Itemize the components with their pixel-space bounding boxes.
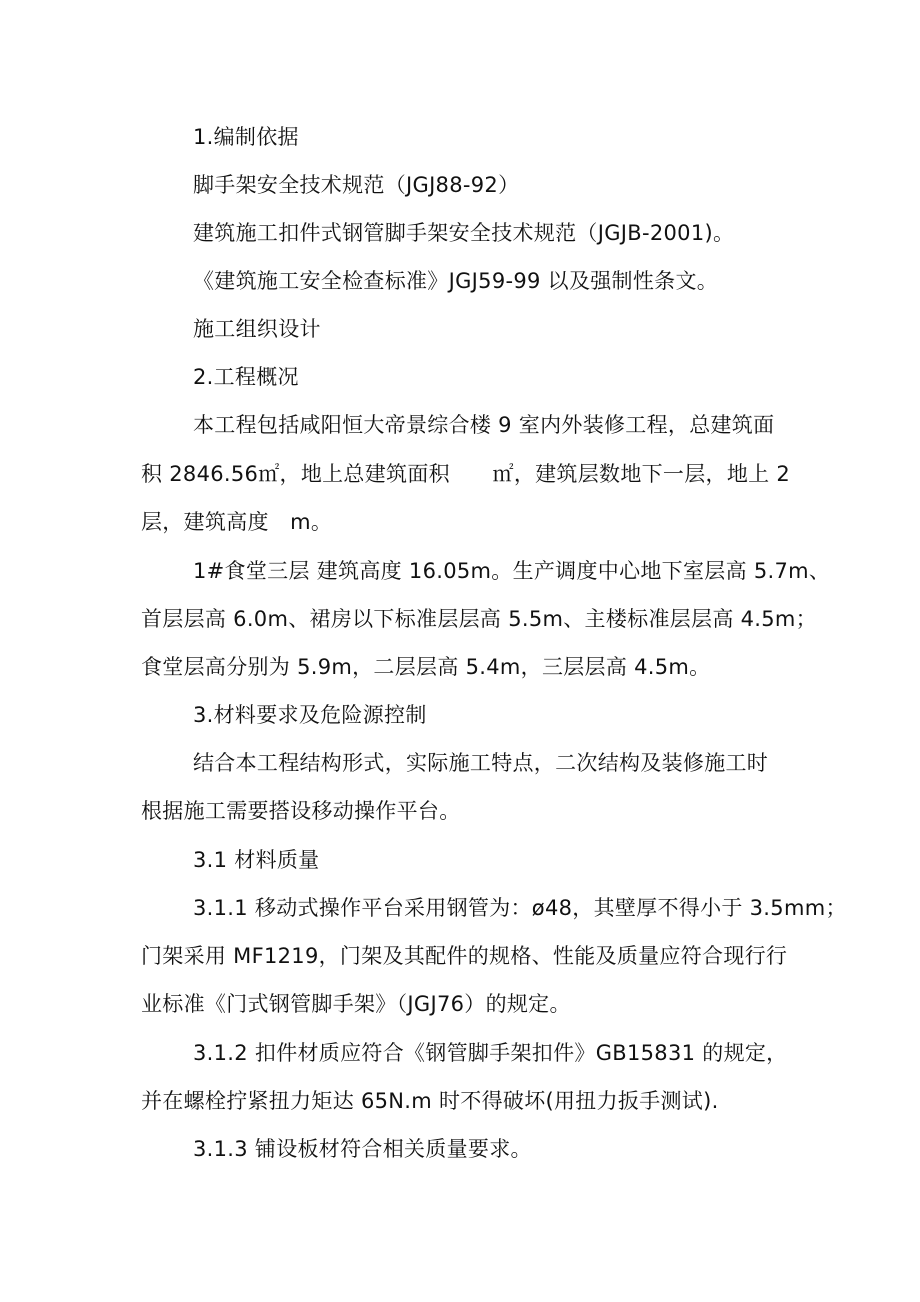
paragraph-line: 3.1.1 移动式操作平台采用钢管为：ø48，其壁厚不得小于 3.5mm；: [193, 896, 847, 920]
section-heading-2: 2.工程概况: [193, 365, 299, 389]
paragraph-line: 3.1.2 扣件材质应符合《钢管脚手架扣件》GB15831 的规定，: [193, 1041, 788, 1065]
paragraph-line: 积 2846.56㎡，地上总建筑面积 ㎡，建筑层数地下一层，地上 2: [141, 462, 791, 486]
reference-item: 脚手架安全技术规范（JGJ88-92）: [193, 173, 520, 197]
paragraph-line: 首层层高 6.0m、裙房以下标准层层高 5.5m、主楼标准层层高 4.5m；: [141, 607, 817, 631]
reference-item: 施工组织设计: [193, 317, 321, 341]
section-heading-1: 1.编制依据: [193, 125, 299, 149]
paragraph-line: 门架采用 MF1219，门架及其配件的规格、性能及质量应符合现行行: [141, 944, 788, 968]
reference-item: 《建筑施工安全检查标准》JGJ59-99 以及强制性条文。: [193, 269, 719, 293]
paragraph-line: 根据施工需要搭设移动操作平台。: [141, 799, 461, 823]
paragraph-line: 3.1.3 铺设板材符合相关质量要求。: [193, 1137, 532, 1161]
paragraph-line: 并在螺栓拧紧扭力矩达 65N.m 时不得破坏(用扭力扳手测试).: [141, 1089, 719, 1113]
section-heading-3: 3.材料要求及危险源控制: [193, 703, 427, 727]
paragraph-line: 结合本工程结构形式，实际施工特点，二次结构及装修施工时: [193, 751, 769, 775]
subsection-heading-3-1: 3.1 材料质量: [193, 848, 320, 872]
paragraph-line: 业标准《门式钢管脚手架》（JGJ76）的规定。: [141, 992, 571, 1016]
paragraph-line: 食堂层高分别为 5.9m，二层层高 5.4m，三层层高 4.5m。: [141, 655, 711, 679]
paragraph-line: 本工程包括咸阳恒大帝景综合楼 9 室内外装修工程，总建筑面: [193, 413, 775, 437]
reference-item: 建筑施工扣件式钢管脚手架安全技术规范（JGJB-2001)。: [193, 221, 735, 245]
paragraph-line: 层，建筑高度 m。: [141, 510, 333, 534]
paragraph-line: 1#食堂三层 建筑高度 16.05m。生产调度中心地下室层高 5.7m、: [193, 559, 831, 583]
